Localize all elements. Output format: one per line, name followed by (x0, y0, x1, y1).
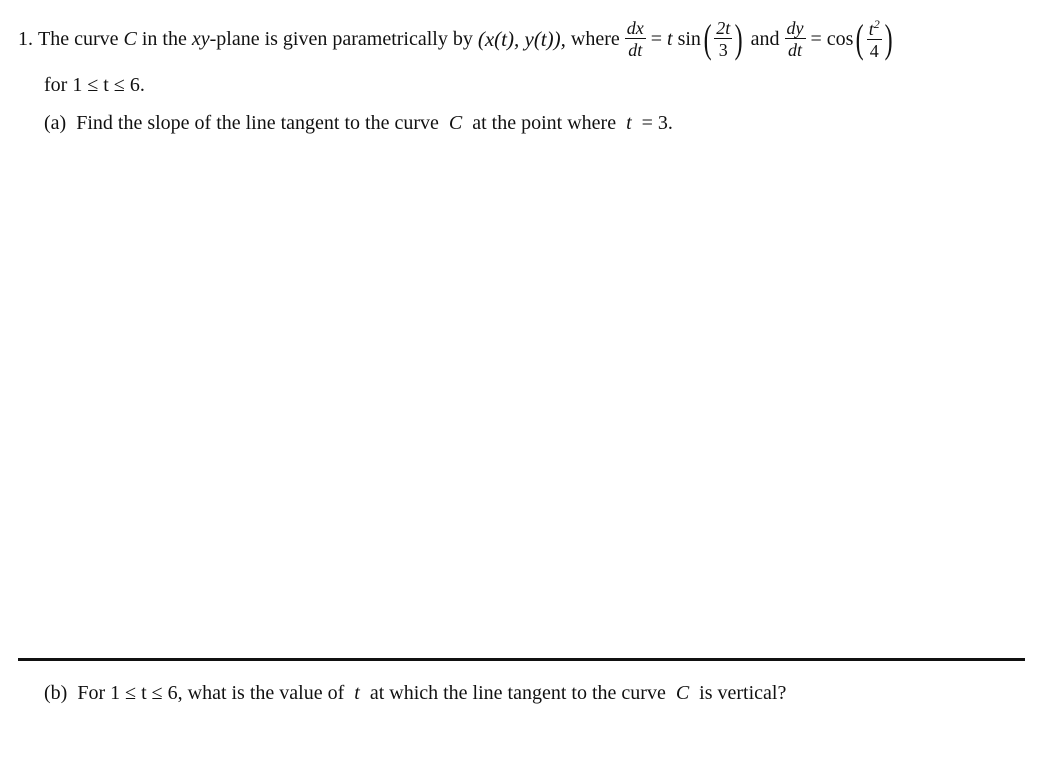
part-a-curve: C (448, 112, 463, 134)
part-b-text-1: For 1 ≤ t ≤ 6, what is the value of (77, 682, 345, 704)
part-a-value: = 3. (641, 112, 673, 134)
cos-arg-base: t (868, 19, 874, 39)
part-a-variable: t (626, 112, 632, 134)
sin-arg-denominator: 3 (718, 40, 728, 60)
curve-symbol: C (123, 27, 137, 50)
equals-sign-2: = (810, 27, 822, 50)
equals-sign-1: = (650, 27, 663, 50)
cos-function: cos (826, 27, 854, 50)
question-stem (18, 14, 895, 64)
part-a-text-1: Find the slope of the line tangent to the curve (76, 112, 439, 134)
sin-function: sin (677, 27, 701, 50)
stem-text-3: -plane is given parametrically by (209, 27, 473, 50)
cos-arg-exponent: 2 (873, 17, 880, 31)
cos-arg-denominator: 4 (869, 41, 879, 61)
stem-where: where (570, 27, 620, 50)
question-number: 1. (18, 27, 33, 50)
part-b (44, 682, 786, 705)
cos-arg-numerator (867, 18, 882, 40)
t-coefficient: t (667, 27, 673, 50)
dy-dt-fraction (785, 19, 806, 59)
dx-numerator: dx (626, 18, 644, 38)
part-b-text-3: is vertical? (699, 682, 787, 704)
part-a-label: (a) (44, 112, 67, 134)
stem-text-1: The curve (38, 27, 119, 50)
part-a (44, 112, 673, 135)
sin-arg-numerator: 2t (716, 18, 731, 38)
dx-dt-fraction (625, 19, 646, 59)
part-b-text-2: at which the line tangent to the curve (369, 682, 666, 704)
sin-argument-fraction (714, 19, 732, 59)
left-paren-icon: ( (703, 16, 712, 61)
section-divider (18, 658, 1025, 661)
domain-text: for 1 ≤ t ≤ 6. (44, 74, 145, 96)
part-b-variable: t (354, 682, 360, 704)
stem-text-2: in the (141, 27, 187, 50)
domain-line (44, 74, 145, 97)
dy-numerator: dy (786, 18, 804, 38)
stem-and: and (750, 27, 780, 50)
dy-denominator: dt (787, 40, 802, 60)
right-paren-icon: ) (884, 16, 893, 61)
parametric-pair: (x(t), y(t)), (477, 26, 566, 51)
part-b-curve: C (675, 682, 690, 704)
part-a-text-2: at the point where (472, 112, 617, 134)
right-paren-icon: ) (734, 16, 743, 61)
plane-variables: xy (191, 27, 210, 50)
part-b-label: (b) (44, 682, 68, 704)
left-paren-icon: ( (856, 16, 865, 61)
dx-denominator: dt (628, 40, 643, 60)
cos-argument-fraction (867, 18, 882, 60)
